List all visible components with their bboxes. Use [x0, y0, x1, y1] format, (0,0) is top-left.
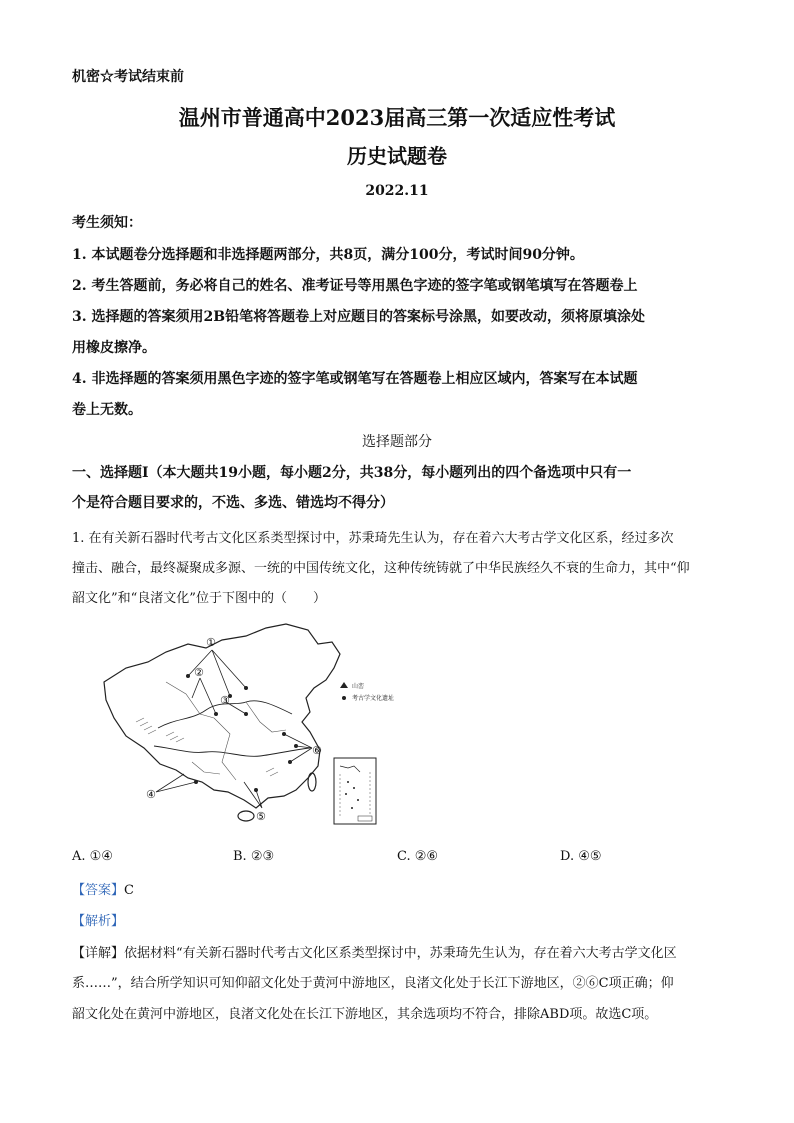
question-1-line2: 撞击、融合，最终凝聚成多源、一统的中国传统文化，这种传统铸就了中华民族经久不衰的生命力，其中“仰	[72, 561, 690, 576]
option-a[interactable]: A. ①④	[72, 849, 113, 864]
instruction-3-cont: 用橡皮擦净。	[72, 340, 156, 356]
marker-1: ①	[206, 636, 216, 649]
section-title: 选择题部分	[362, 434, 432, 450]
yangtze-river	[154, 746, 310, 756]
detail-line-3: 韶文化处在黄河中游地区，良渚文化处在长江下游地区，其余选项均不符合，排除ABD项。故选C项。	[72, 1007, 658, 1022]
instruction-1: 1. 本试题卷分选择题和非选择题两部分，共8页，满分100分，考试时间90分钟。	[72, 247, 584, 263]
taiwan-island	[308, 773, 316, 791]
instruction-4: 4. 非选择题的答案须用黑色字迹的签字笔或钢笔写在答题卷上相应区域内，答案写在本试题	[72, 371, 638, 387]
marker-5: ⑤	[256, 810, 266, 823]
instructions-heading: 考生须知：	[72, 215, 142, 231]
option-c[interactable]: C. ②⑥	[397, 849, 439, 864]
instruction-3: 3. 选择题的答案须用2B铅笔将答题卷上对应题目的答案标号涂黑，如要改动，须将原填涂处	[72, 309, 646, 325]
map-legend	[340, 682, 394, 702]
legend-mountain-label: 山峦	[352, 683, 365, 690]
marker-4: ④	[146, 788, 156, 801]
confidential-label: 机密☆考试结束前	[72, 69, 184, 85]
legend-site-label: 考古学文化遗址	[352, 695, 395, 702]
mountain-icon	[340, 682, 348, 688]
detail-line-1: 【详解】依据材料“有关新石器时代考古文化区系类型探讨中，苏秉琦先生认为，存在着六大考古学文化区	[72, 946, 677, 961]
marker-2: ②	[194, 666, 204, 679]
part-heading-line1: 一、选择题I（本大题共19小题，每小题2分，共38分，每小题列出的四个备选项中只有一	[72, 465, 632, 481]
exam-date: 2022.11	[365, 183, 429, 199]
marker-3: ③	[220, 694, 230, 707]
south-china-sea-inset	[334, 758, 376, 824]
marker-6: ⑥	[312, 744, 322, 757]
question-1-line1: 1. 在有关新石器时代考古文化区系类型探讨中，苏秉琦先生认为，存在着六大考古学文化区系，经过多次	[72, 531, 674, 546]
exam-title: 温州市普通高中2023届高三第一次适应性考试	[178, 105, 616, 130]
part-heading-line2: 个是符合题目要求的，不选、多选、错选均不得分）	[72, 495, 394, 511]
option-b[interactable]: B. ②③	[233, 849, 275, 864]
exam-subtitle: 历史试题卷	[347, 144, 447, 168]
china-neolithic-map	[96, 622, 428, 830]
analysis-label: 【解析】	[72, 914, 125, 929]
instruction-2: 2. 考生答题前，务必将自己的姓名、准考证号等用黑色字迹的签字笔或钢笔填写在答题卷上	[72, 278, 638, 294]
question-1-line3: 韶文化”和“良渚文化”位于下图中的（ ）	[72, 591, 326, 606]
answer-row	[72, 879, 134, 898]
instruction-4-cont: 卷上无数。	[72, 402, 142, 418]
site-dot-icon	[342, 696, 346, 700]
option-d[interactable]: D. ④⑤	[560, 849, 602, 864]
map-border	[104, 624, 340, 808]
answer-value: C	[124, 883, 134, 898]
hainan-island	[238, 811, 254, 821]
answer-label: 【答案】	[72, 883, 125, 898]
detail-line-2: 系……”，结合所学知识可知仰韶文化处于黄河中游地区，良渚文化处于长江下游地区，②⑥C项正确；仰	[72, 976, 674, 991]
